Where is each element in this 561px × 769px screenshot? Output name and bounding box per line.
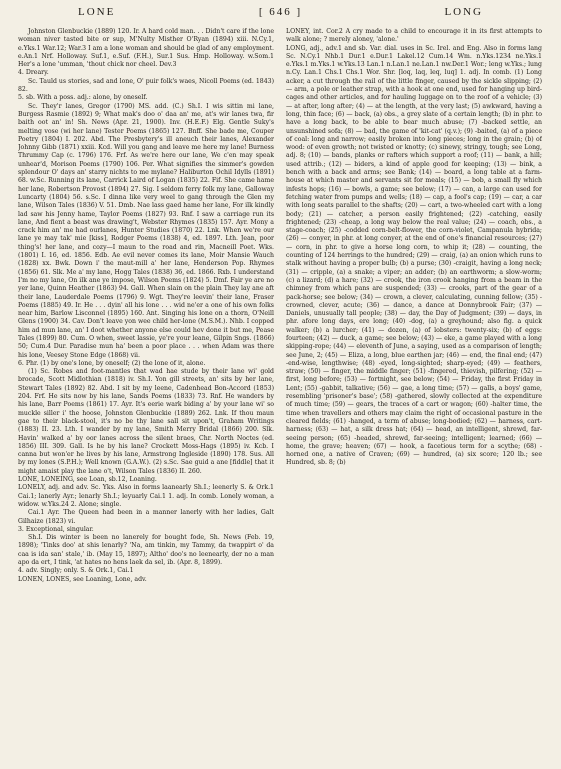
dictionary-entry: LONE, LONEING, see Loan, sb.12, Loaning. [18, 476, 157, 484]
dictionary-entry: 6. Phr. (1) by one's lone, by oneself; (2) the lone of it, alone. [18, 359, 206, 367]
citation-paragraph: Johnston Glenbuckie (1889) 120. Ir. A hard cold man. . . Didn't care if the lone woman niver tasted bite or sup, M'Nulty Misther O'Ryan (1894) xiii. N.Cy.1, e.Yks.1 War.12; War.3 I am a lone woman and should be glad of any employment. e.An.1 Nrf. Holloway. Suf.1, e.Suf. (F.H.), Sur.1 Sus. Hmp. Holloway. w.Som.1 Her's a lone 'umman, 'thout chick nor cheel. Dev.3 [18, 28, 274, 69]
citation-paragraph: Sc. They'r lanes, Gregor (1790) MS. add. (C.) Sh.I. I wis sittin mi lane, Burgess Rasmie (1892) 9; What mak's doo o' daa an' me, at's wir lanes twa, fir baith oot an' in! Sh. News (Apr. 21, 1900). Inv. (H.E.F.) Elg. Gentle Suky's melting vose (wi her lane) Tester Poems (1865) 127. Bnff. She bade me, Couper Poetry (1804) I. 202. Abd. The Presbytery's ill aneuch their lanes, Alexander Johnny Gibb (1871) xxiii. Kcd. Will you gang and leave me here my lane! Burness Thrummy Cap (c. 1796) 176. Frf. As we're here our lane, We c'en may speak unhear'd, Morison Poems (1790) 106. Per. What signifies the simmer's gowden splendour O' days an' starry nichts to me mylane? Haliburton Ochil Idylls (1891) 68. w.Sc. Running its lane, Carrick Laird of Logan (1835) 22. Fif. She came hame her lane, Robertson Provost (1894) 27. Sig. I seldom ferry folk my lane, Galloway Luncarty (1804) 56. s.Sc. I dinna like very weel to gang through the Glen my lane, Wilson Tales (1836) V. 51. Dmb. Nae lass gaed hame her lane, For ilk kindly lad saw his Jenny hame, Taylor Poems (1827) 93. Rnf. I saw a carriage run its lane, And fient a beast was drawing't, Webster Rhymes (1835) 157. Ayr. Mony a crack him an' me had ourlanes, Hunter Studies (1870) 22. Lnk. When we're our lane ye may tak' mie [kiss], Rodger Poems (1838) 4, ed. 1897. Lth. Jean, poor thing's! her lane, and cozy—I maun to the road and rin, Macneill Poet. Wks. (1801) I. 16, ed. 1856. Edb. Ae evil never comes its lane, Moir Mansie Wauch (1828) xx. Bwk. Down i' the maut-mill a' her lane, Henderson Pop. Rhymes (1856) 61. Slk. Me a' my lane, Hogg Tales (1838) 36, ed. 1866. Rxb. I understand I'm no my lane, On ilk ane ye impose, Wilson Poems (1824) 5. Dmf. Fair ye are no yer lane, Quinn Heather (1863) 94. Gall. When slain on the plain They lay ane aft their lane, Lauderdale Poems (1796) 9. Wgt. They're leevin' their lane, Fraser Poems (1885) 49. Ir. He . . . dyin' all his lone . . . wid ne'er a one of his own folks near him, Barlow Lisconnel (1895) 160. Ant. Singing his lone on a thorn, O'Neill Glens (1900) 34. Cav. Don't leave yon wee child her-lone (M.S.M.). Nhb. I copped him ad mun lane, an' I doot whether anyone else could hev done it but me, Pease Tales (1899) 80. Cum. O when, sweet lassie, ye're your leane, Gilpin Sngs. (1866) 50; Cum.4 Dur. Paradise mun ha' been a poor place . . . when Adam was there his lone, Veesey Stone Edge (1868) vii. [18, 102, 274, 359]
header-right-headword: LONG [444, 6, 483, 18]
right-column [286, 28, 542, 768]
dictionary-entry: 3. Exceptional, singular. [18, 525, 94, 533]
text-columns [18, 28, 543, 768]
dictionary-entry: 4. Dreary. [18, 69, 49, 77]
citation-paragraph: Sh.I. Dis winter is been no lanerely for bought fode, Sh. News (Feb. 19, 1898); 'Tinks doo' at shis lenarly? 'Na, am tinkin, my Tammy, da twappirt o' da caa is ida san' stale,' ib. (May 15, 1897); Altho' doo's no leenearly, der no a man apo da ert, I tink, 'at hates no hens laek da sel, ib. (Apr. 8, 1899). [18, 534, 274, 566]
header-left-headword: LONE [78, 6, 116, 18]
left-column [18, 28, 274, 768]
dictionary-entry: 5. sb. With a poss. adj.: alone, by oneself. [18, 94, 148, 102]
dictionary-entry: LONEY, int. Cor.2 A cry made to a child to encourage it in its first attempts to walk alone; ? merely aloney, 'alone.' [286, 28, 542, 44]
dictionary-entry: 4. adv. Singly; only. S. & Ork.1, Cai.1 [18, 567, 134, 575]
citation-paragraph: Sc. Tauld us stories, sad and lone, O' puir folk's waes, Nicoll Poems (ed. 1843) 82. [18, 77, 274, 94]
citation-paragraph: Cai.1 Ayr. The Queen had been in a manner lanerly with her ladies, Galt Gilhaize (1823) vi. [18, 509, 274, 525]
page-header [18, 6, 543, 22]
dictionary-entry: LONELY, adj. and adv. Sc. Yks. Also in forms laanearly Sh.I.; leenerly S. & Ork.1 Cai.1; lanerly Ayr.; lenarly Sh.I.; leyuarly Cai.1 1. adj. In comb. Lonely woman, a widow. w.Yks.24 2. Alone; single. [18, 484, 274, 508]
dictionary-entry: LONG, adj., adv.1 and sb. Var. dial. uses in Sc. Irel. and Eng. Also in forms lang Sc. N.Cy.1 Nhb.1 Dur.1 e.Dur.1 Lakel.12 Cum.14 Wm. n.Yks.1234 ne.Yks.1 e.Yks.1 m.Yks.1 w.Yks.13 Lan.1 n.Lan.1 ne.Lan.1 nw.Der.1 Wor.; leng w.Yks.; lung n.Cy. Lan.1 Chs.1 Chs.1 Wor. Shr. [loq, laq, leq, luq] 1. adj. In comb. (1) Long acker, a cut through the rail of the little finger, caused by the sickle slipping; (2) — arm, a pole or leather strap, with a hook at one end, used for hanging up bird-cages and other articles, and for hauling luggage on to the roof of a vehicle; (3) — at after, long after; (4) — at the length, at the very last; (5) awkward, having a long, thin face; (6) — back, (a) obs., a grey slate of a certain length; (b) in phr. to have a long back, to be able to bear much abuse; (7) -backed settle, an unsunshined sofa; (8) — bad, the game of 'kit-cat' (q.v.); (9) -baited, (a) of a piece of coal: long and narrow; easily broken into long pieces; long in the grain; (b) of wood: of even growth; not twisted or knotty; (c) sinewy, stringy, tough; see Long, adj. 8; (10) — bands, planks or rafters which support a roof; (11) — bank, a hill; used attrib.; (12) — biders, a kind of apple good for keeping; (13) — bink, a bench with a back and arms; see Bank; (14) — board, a long table at a farm-house at which master and servants sit for meals; (15) — bob, a small fly which infests hops; (16) — bowls, a game; see below; (17) — can, a large can used for fetching water from pumps and wells; (18) — cap, a fool's cap; (19) — car, a car with long seats parallel to the shafts; (20) — cart, a two-wheeled cart with a long body; (21) — catcher, a person easily frightened; (22) -catching, easily frightened; (23) -cheap, a long way below the real value; (24) — coach, obs., a stage-coach; (25) -codded corn-belt-flower, the corn-violet, Campanula hybrida; (26) — conyer, in phr. at long conyer, at the end of one's financial resources; (27) — corn, in phr. to give a horse long corn, to whip it; (28) — counting, the counting of 124 herrings to the hundred; (29) — craig, (a) an onion which runs to stalk without having a proper bulb; (b) a purse; (30) -craigit, having a long neck; (31) — cripple, (a) a snake; a viper; an adder; (b) an earthworm; a slow-worm; (c) a lizard; (d) a hare; (32) — crook, the iron crook hanging from a beam in the chimney from which pans are suspended; (33) — crooks, part of the gear of a pack-horse; see below; (34) — crown, a clever, calculating, cunning fellow; (35) -crowned, clever, acute; (36) — dance, a dance at Donnybrook Fair; (37) — Daniels, unusually tall people; (38) — day, the Day of Judgment; (39) — days, in phr. afore long days, ere long; (40) -dog, (a) a greyhound; also fig. a quick walker; (b) a lurcher; (41) — dozen, (a) of lobsters: twenty-six; (b) of eggs: fourteen; (42) — duck, a game; see below; (43) — eke, a game played with a long skipping-rope; (44) — eleventh of June, a saying, used as a comparison of length; see June, 2; (45) — Eliza, a long, blue earthen jar; (46) — end, the final end; (47) -end-wise, lengthwise; (48) -eyed, long-sighted; sharp-eyed; (49) — feathers, straw; (50) — finger, the middle finger; (51) -fingered, thievish, pilfering; (52) — first, long before; (53) — fortnight, see below; (54) — Friday, the first Friday in Lent; (55) -gabbit, talkative; (56) — gae, a long time; (57) — galls, a boys' game, resembling 'prisoner's base'; (58) -gathered, slowly collected at the expenditure of much time; (59) — gears, the traces of a cart or wagon; (60) -halter time, the time when travellers and others may claim the right of occasional pasture in the cleared fields; (61) -hanged, a term of abuse; long-bodied; (62) — harness, cart-harness; (63) — hat, a silk dress hat; (64) — head, an intelligent, shrewd, far-seeing person; (65) -headed, shrewd, far-seeing; intelligent; learned; (66) — home, the grave; heaven; (67) — hook, a facetious term for a scythe; (68) -horned one, a native of Craven; (69) — hundred, (a) six score; 120 lb.; see Hundred, sb. 8; (b) [286, 44, 542, 467]
page-number: [ 646 ] [258, 6, 303, 18]
citation-paragraph: (1) Sc. Robes and foot-mantles that wad hae stude by their lane wi' gold brocade, Scott Midlothian (1818) iv. Sh.I. Yon gill streets, an' sits by her lane, Stewart Tales (1892) 82. Abd. I sit by my leene, Cadenhead Bon-Accord (1853) 204. Frf. He sits now by his lane, Sands Poems (1833) 73. Rnf. He wanders by his lane, Barr Poems (1861) 17. Ayr. It's eerie wark biding a' by your lane wi' so muckle siller i' the hoose, Johnston Glenbuckie (1889) 262. Lnk. If thou maun gae to their black-stool, it's no be thy lane sall sit upon't, Graham Writings (1883) II. 23. Lth. I wander by my lane, Smith Merry Bridal (1866) 200. Slk. Havin' walked a' by oor lanes across the silent braes, Chr. North Noctes (ed. 1856) III. 309. Gall. Is he by his lane? Crockett Moss-Hags (1895) iv. Kcb. I canna but won'er he lives by his lane, Armstrong Ingleside (1890) 178. Sus. All by my lones (S.P.H.); Well known (G.A.W.). (2) s.Sc. Sae guid a ane [fiddle] that it might amaist play the lane o't, Wilson Tales (1836) II. 260. [18, 368, 274, 475]
dictionary-entry: LONEN, LONES, see Loaning, Lone, adv. [18, 575, 147, 583]
